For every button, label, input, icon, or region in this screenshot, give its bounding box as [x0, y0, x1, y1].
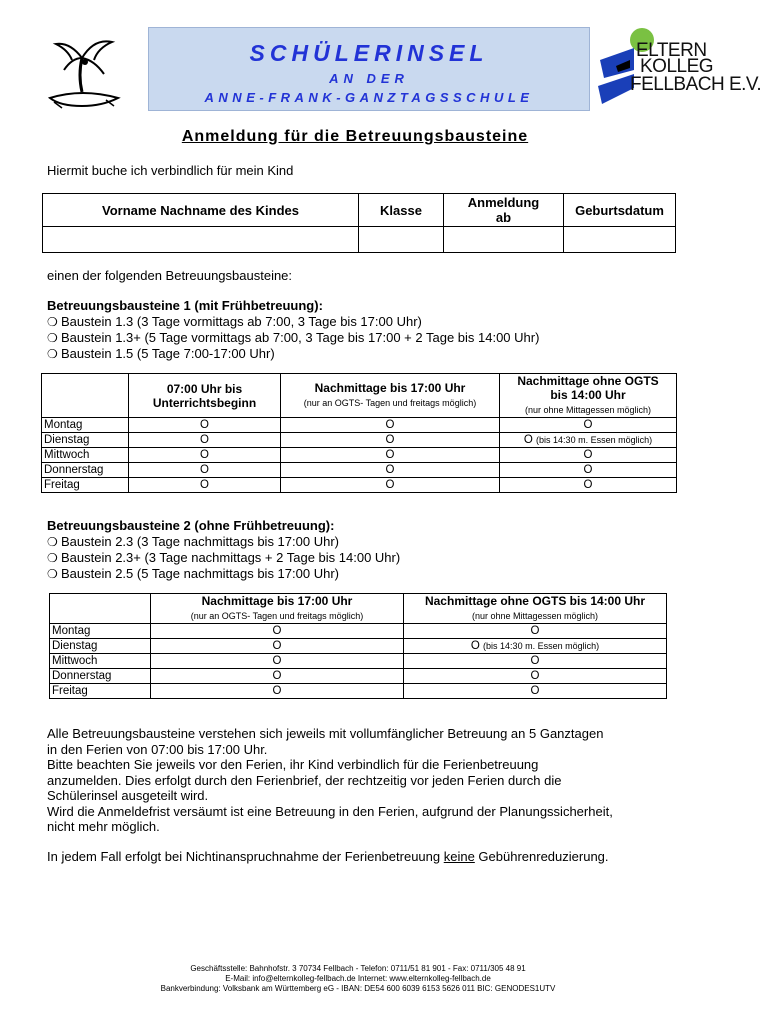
- radio-icon: ❍: [47, 535, 58, 549]
- checkbox[interactable]: O: [129, 418, 281, 433]
- table-row: Freitag O O: [50, 684, 667, 699]
- checkbox[interactable]: O: [281, 478, 500, 493]
- checkbox[interactable]: O: [129, 463, 281, 478]
- checkbox[interactable]: O: [500, 463, 677, 478]
- col-class-header: Klasse: [359, 194, 444, 227]
- birthdate-field[interactable]: [564, 227, 676, 253]
- school-banner: [148, 27, 590, 111]
- checkbox[interactable]: O: [151, 624, 404, 639]
- checkbox[interactable]: O: [129, 433, 281, 448]
- section2-schedule-table: [49, 593, 667, 699]
- class-field[interactable]: [359, 227, 444, 253]
- logo-line-2: KOLLEG: [640, 56, 714, 77]
- table-row: Montag O O O: [42, 418, 677, 433]
- radio-icon: ❍: [47, 315, 58, 329]
- col-afternoon-header: Nachmittage bis 17:00 Uhr (nur an OGTS- Tagen und freitags möglich): [151, 594, 404, 624]
- checkbox[interactable]: O: [404, 684, 667, 699]
- radio-icon: ❍: [47, 551, 58, 565]
- checkbox[interactable]: O: [404, 624, 667, 639]
- section1-schedule-table: [41, 373, 677, 493]
- child-name-field[interactable]: [43, 227, 359, 253]
- checkbox[interactable]: O: [281, 448, 500, 463]
- footer: Geschäftsstelle: Bahnhofstr. 3 70734 Fellbach - Telefon: 0711/51 81 901 - Fax: 0711/305 48 91 E-Mail: info@elternkolleg-fellbach.de Internet: www.elternkolleg-fellbach.de Bankverbindung: Volksbank am Württemberg eG - IBAN: DE54 600 6039 6153 5626 011 BIC: GENODES1UTV: [160, 964, 556, 993]
- table-row: Montag O O: [50, 624, 667, 639]
- checkbox[interactable]: O: [129, 478, 281, 493]
- option-1-3[interactable]: ❍ Baustein 1.3 (3 Tage vormittags ab 7:00, 3 Tage bis 17:00 Uhr): [47, 314, 422, 329]
- table-row: Freitag O O O: [42, 478, 677, 493]
- checkbox[interactable]: O: [151, 669, 404, 684]
- option-1-5[interactable]: ❍ Baustein 1.5 (5 Tage 7:00-17:00 Uhr): [47, 346, 275, 361]
- checkbox[interactable]: O: [404, 654, 667, 669]
- col-name-header: Vorname Nachname des Kindes: [43, 194, 359, 227]
- checkbox[interactable]: O: [500, 478, 677, 493]
- intro-text: Hiermit buche ich verbindlich für mein Kind: [47, 163, 294, 178]
- option-2-3plus[interactable]: ❍ Baustein 2.3+ (3 Tage nachmittags + 2 Tage bis 14:00 Uhr): [47, 550, 401, 565]
- radio-icon: ❍: [47, 331, 58, 345]
- banner-title: SCHÜLERINSEL: [249, 40, 489, 66]
- col-noogts-header: Nachmittage ohne OGTS bis 14:00 Uhr (nur ohne Mittagessen möglich): [500, 374, 677, 418]
- table-row: Mittwoch O O: [50, 654, 667, 669]
- table-row: Donnerstag O O: [50, 669, 667, 684]
- checkbox[interactable]: O: [151, 654, 404, 669]
- col-afternoon-header: Nachmittage bis 17:00 Uhr (nur an OGTS- Tagen und freitags möglich): [281, 374, 500, 418]
- checkbox[interactable]: O: [151, 684, 404, 699]
- checkbox[interactable]: O: [281, 433, 500, 448]
- banner-school-name: ANNE-FRANK-GANZTAGSSCHULE: [204, 90, 534, 105]
- radio-icon: ❍: [47, 347, 58, 361]
- checkbox-with-note[interactable]: O (bis 14:30 m. Essen möglich): [404, 639, 667, 654]
- final-note: In jedem Fall erfolgt bei Nichtinanspruchnahme der Ferienbetreuung keine Gebührenreduzierung.: [47, 849, 609, 864]
- checkbox[interactable]: O: [151, 639, 404, 654]
- option-2-5[interactable]: ❍ Baustein 2.5 (5 Tage nachmittags bis 17:00 Uhr): [47, 566, 339, 581]
- table-row: Mittwoch O O O: [42, 448, 677, 463]
- table-row: Dienstag O O (bis 14:30 m. Essen möglich): [50, 639, 667, 654]
- section1-heading: Betreuungsbausteine 1 (mit Frühbetreuung):: [47, 298, 323, 313]
- elternkolleg-logo: [594, 26, 764, 110]
- logo-line-3: FELLBACH E.V.: [630, 74, 762, 95]
- col-birthdate-header: Geburtsdatum: [564, 194, 676, 227]
- radio-icon: ❍: [47, 567, 58, 581]
- anmeldung-ab-field[interactable]: [444, 227, 564, 253]
- col-anmeldung-header: Anmeldung ab: [444, 194, 564, 227]
- banner-subtitle: AN DER: [329, 71, 409, 86]
- checkbox-with-note[interactable]: O (bis 14:30 m. Essen möglich): [500, 433, 677, 448]
- checkbox[interactable]: O: [500, 448, 677, 463]
- col-noogts-header: Nachmittage ohne OGTS bis 14:00 Uhr (nur ohne Mittagessen möglich): [404, 594, 667, 624]
- checkbox[interactable]: O: [404, 669, 667, 684]
- body-paragraph: Alle Betreuungsbausteine verstehen sich jeweils mit vollumfänglicher Betreuung an 5 Ganztagen in den Ferien von 07:00 bis 17:00 Uhr. Bitte beachten Sie jeweils vor den Ferien, ihr Kind verbindlich für die Ferienbetreuung anzumelden. Dies erfolgt durch den Ferienbrief, der rechtzeitig vor jeden Ferien durch die Schülerinsel ausgeteilt wird. Wird die Anmeldefrist versäumt ist eine Betreuung in den Ferien, aufgrund der Planungssicherheit, nicht mehr möglich.: [47, 726, 613, 834]
- page-title: Anmeldung für die Betreuungsbausteine: [181, 128, 529, 145]
- checkbox[interactable]: O: [500, 418, 677, 433]
- child-info-table: [42, 193, 676, 253]
- checkbox[interactable]: O: [281, 463, 500, 478]
- option-1-3plus[interactable]: ❍ Baustein 1.3+ (5 Tage vormittags ab 7:00, 3 Tage bis 17:00 + 2 Tage bis 14:00 Uhr): [47, 330, 540, 345]
- island-logo: [42, 30, 126, 110]
- checkbox[interactable]: O: [281, 418, 500, 433]
- checkbox[interactable]: O: [129, 448, 281, 463]
- following-text: einen der folgenden Betreuungsbausteine:: [47, 268, 293, 283]
- col-early-header: 07:00 Uhr bis Unterrichtsbeginn: [129, 374, 281, 418]
- table-row: Dienstag O O O (bis 14:30 m. Essen möglich): [42, 433, 677, 448]
- table-row: Donnerstag O O O: [42, 463, 677, 478]
- logo-line-1: ELTERN: [636, 40, 707, 61]
- section2-heading: Betreuungsbausteine 2 (ohne Frühbetreuung):: [47, 518, 335, 533]
- option-2-3[interactable]: ❍ Baustein 2.3 (3 Tage nachmittags bis 17:00 Uhr): [47, 534, 339, 549]
